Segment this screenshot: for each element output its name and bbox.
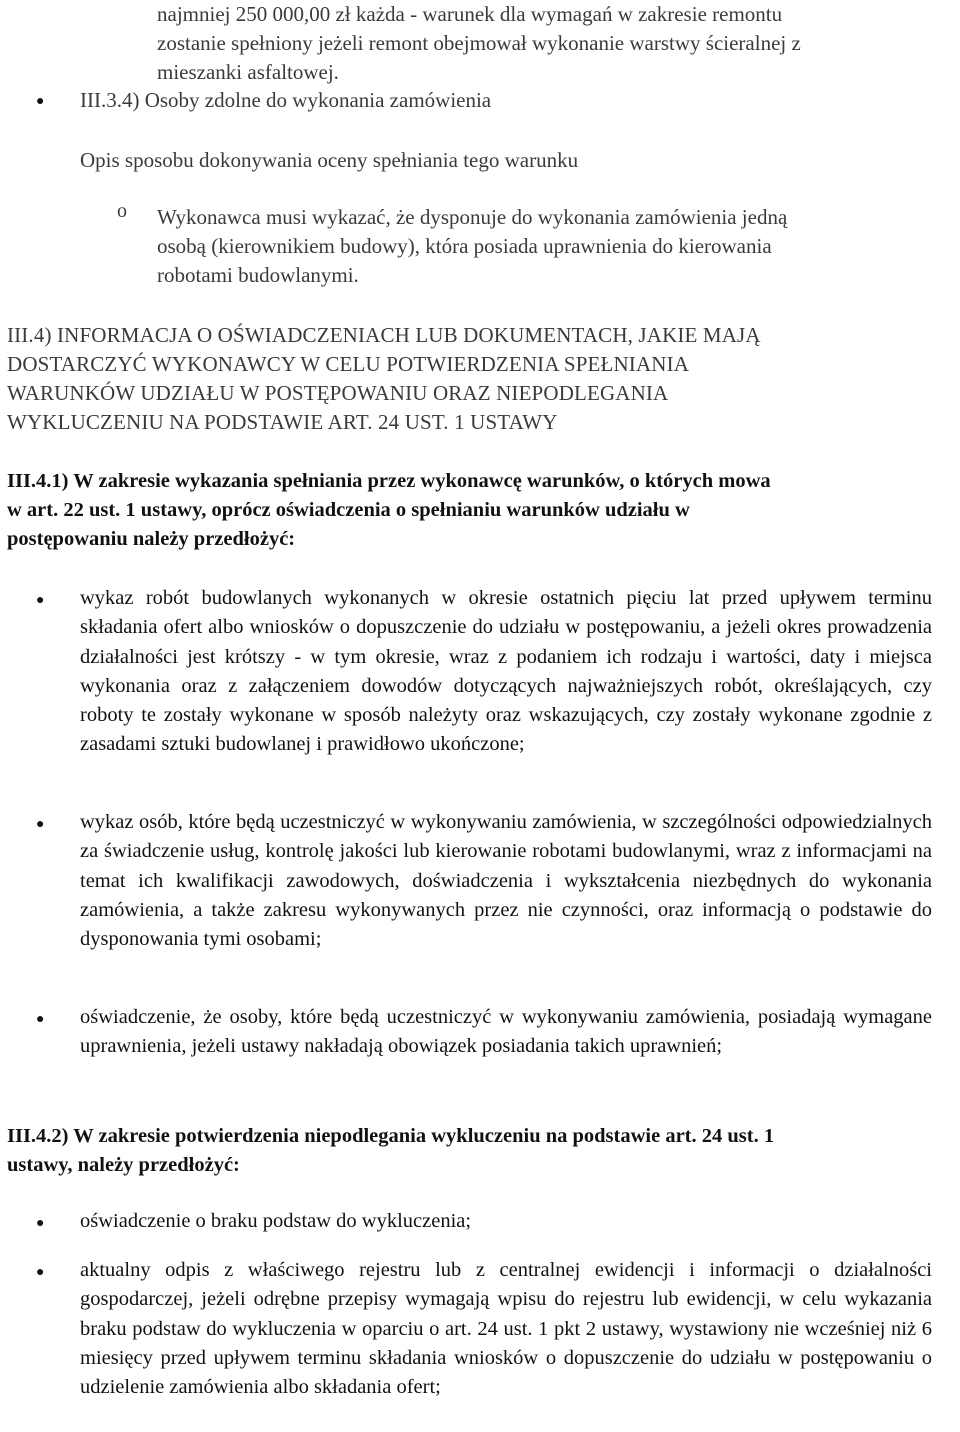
text-line: DOSTARCZYĆ WYKONAWCY W CELU POTWIERDZENIA SPEŁNIANIA	[7, 352, 690, 376]
sub-list-item	[157, 203, 787, 290]
list-item-III-3-4	[80, 86, 491, 115]
text-line: roboty te zostały wykonane w sposób należyty oraz wskazujących, czy zostały	[80, 704, 759, 727]
list-item	[80, 1256, 932, 1402]
text-line: osobą (kierownikiem budowy), która posiada uprawnienia do kierowania	[157, 234, 772, 258]
text-line: wraz z podaniem ich rodzaju i wartości, daty i miejsca wykonania oraz z	[80, 645, 932, 697]
text-line: III.4.1) W zakresie wykazania spełniania przez wykonawcę warunków, o których mowa	[7, 470, 771, 492]
section-heading-III-4-2	[7, 1122, 774, 1180]
text-line: ust. 1 pkt 2 ustawy, wystawiony nie wcześniej niż 6 miesięcy przed upływem	[80, 1317, 932, 1369]
text-line: robotami budowlanymi.	[157, 263, 359, 287]
list-item	[80, 808, 932, 954]
bullet-icon: ●	[36, 593, 45, 608]
list-item	[80, 1207, 932, 1236]
text-line: kierowanie robotami budowlanymi, wraz z informacjami na temat ich kwalifikacji	[80, 840, 932, 892]
text-line: terminu składania wniosków o dopuszczenie do udziału w postępowaniu o	[297, 1346, 932, 1369]
top-paragraph	[157, 0, 917, 87]
section-heading-III-4-1	[7, 467, 771, 554]
text-line: w art. 22 ust. 1 ustawy, oprócz oświadczenia o spełnianiu warunków udziału w	[7, 499, 690, 521]
text-line: ewidencji, w celu wykazania braku podstaw do wykluczenia w oparciu o art. 24	[80, 1288, 933, 1340]
text-line: działalności gospodarczej, jeżeli odrębne przepisy wymagają wpisu do rejestru lub	[80, 1259, 932, 1311]
text-line: aktualny odpis z właściwego rejestru lub z centralnej ewidencji i informacji o	[80, 1259, 835, 1281]
text-line: szczególności odpowiedzialnych za świadczenie usług, kontrolę jakości lub	[80, 811, 932, 863]
bullet-icon: ●	[36, 817, 45, 832]
text-line: WARUNKÓW UDZIAŁU W POSTĘPOWANIU ORAZ NIEPODLEGANIA	[7, 381, 669, 405]
text-line: wykaz osób, które będą uczestniczyć w wykonywaniu zamówienia, w	[80, 811, 663, 833]
text-line: ustawy, należy przedłożyć:	[7, 1154, 240, 1176]
text-line: postępowaniu należy przedłożyć:	[7, 528, 296, 550]
section-heading-III-4	[7, 321, 761, 437]
text-line: Wykonawca musi wykazać, że dysponuje do wykonania zamówienia jedną	[157, 205, 788, 229]
circle-bullet-icon: o	[117, 200, 127, 222]
text-line: zamówienia, a także zakresu wykonywanych przez nie czynności, oraz informacją	[80, 898, 801, 921]
text-line: Opis sposobu dokonywania oceny spełniania tego warunku	[80, 148, 579, 172]
text-line: mieszanki asfaltowej.	[157, 60, 339, 84]
text-line: takich uprawnień;	[574, 1035, 723, 1058]
text-line: oświadczenie o braku podstaw do wykluczenia;	[80, 1210, 472, 1232]
text-line: udzielenie zamówienia albo składania ofert;	[80, 1376, 441, 1399]
text-line: załączeniem dowodów dotyczących najważniejszych robót, określających, czy	[248, 674, 933, 697]
text-line: WYKLUCZENIU NA PODSTAWIE ART. 24 UST. 1 USTAWY	[7, 410, 558, 434]
opis-label	[80, 146, 578, 175]
text-line: III.4.2) W zakresie potwierdzenia niepodlegania wykluczeniu na podstawie art. 24 ust. 1	[7, 1125, 775, 1147]
list-item	[80, 584, 932, 760]
list-item	[80, 1003, 932, 1062]
text-line: posiadają wymagane uprawnienia, jeżeli ustawy nakładają obowiązek posiadania	[80, 1006, 932, 1058]
text-line: wykaz robót budowlanych wykonanych w okresie ostatnich pięciu lat przed	[80, 587, 780, 609]
bullet-icon: ●	[36, 1012, 45, 1027]
text-line: zawodowych, doświadczenia i wykształcenia niezbędnych do wykonania	[286, 869, 932, 892]
text-line: o podstawie do dysponowania tymi osobami;	[80, 898, 933, 951]
bullet-icon: ●	[36, 94, 45, 109]
bullet-icon: ●	[36, 1216, 45, 1231]
text-line: upływem terminu składania ofert albo wniosków o dopuszczenie do udziału w	[80, 587, 932, 639]
text-line: III.4) INFORMACJA O OŚWIADCZENIACH LUB DOKUMENTACH, JAKIE MAJĄ	[7, 323, 761, 347]
text-line: III.3.4) Osoby zdolne do wykonania zamówienia	[80, 88, 492, 112]
text-line: zostanie spełniony jeżeli remont obejmował wykonanie warstwy ścieralnej z	[157, 31, 801, 55]
text-line: najmniej 250 000,00 zł każda - warunek dla wymagań w zakresie remontu	[157, 2, 783, 26]
text-line: postępowaniu, a jeżeli okres prowadzenia działalności jest krótszy - w tym okresie,	[80, 616, 932, 668]
bullet-icon: ●	[36, 1265, 45, 1280]
text-line: oświadczenie, że osoby, które będą uczestniczyć w wykonywaniu zamówienia,	[80, 1006, 758, 1028]
text-line: wykonane zgodnie z zasadami sztuki budowlanej i prawidłowo ukończone;	[80, 704, 932, 756]
